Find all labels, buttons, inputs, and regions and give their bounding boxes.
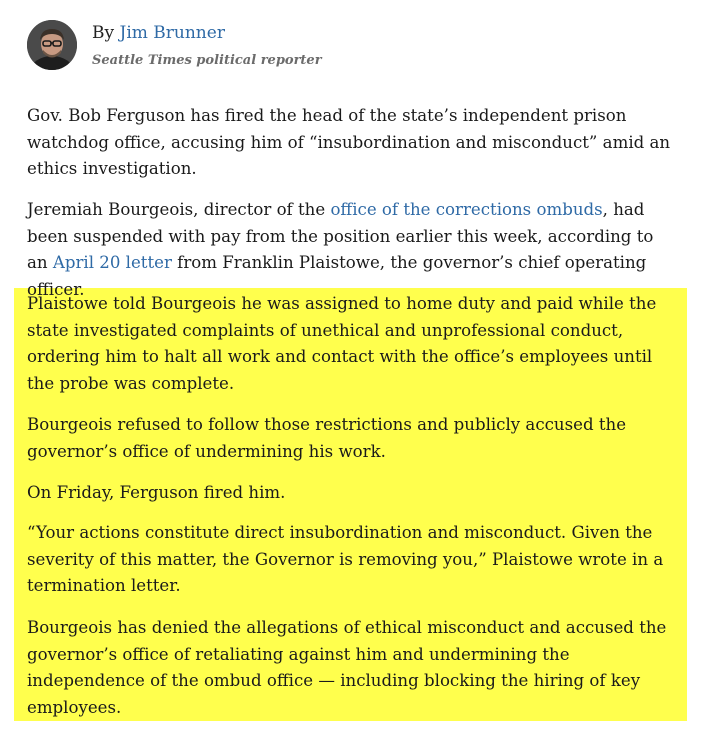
paragraph-4: Bourgeois refused to follow those restrictions and publicly accused the governor’s office of undermining his work. — [27, 415, 627, 461]
author-role: Seattle Times political reporter — [92, 53, 322, 68]
corrections-ombuds-link[interactable]: office of the corrections ombuds — [330, 200, 603, 219]
paragraph-2-text-b: , had been suspended with pay from the position earlier this week, according to an — [27, 200, 654, 272]
paragraph-7: Bourgeois has denied the allegations of ethical misconduct and accused the governor’s office of retaliating against him and undermining the independence of the ombud office — including blocking the hiring of key employees. — [27, 618, 667, 717]
paragraph-3: Plaistowe told Bourgeois he was assigned to home duty and paid while the state investigated complaints of unethical and unprofessional conduct, ordering him to halt all work and contact with the office’s employees until the probe was complete. — [27, 294, 657, 393]
paragraph-2-text-a: Jeremiah Bourgeois, director of the — [27, 200, 331, 219]
byline-prefix: By — [92, 23, 120, 43]
paragraph-2-text-c: from Franklin Plaistowe, the governor’s chief operating officer. — [27, 253, 647, 299]
author-link[interactable]: Jim Brunner — [119, 23, 225, 43]
byline-text — [92, 23, 225, 43]
paragraph-1: Gov. Bob Ferguson has fired the head of the state’s independent prison watchdog office, accusing him of “insubordination and misconduct” amid an ethics investigation. — [27, 106, 671, 178]
april-20-letter-link[interactable]: April 20 letter — [52, 253, 172, 272]
byline — [27, 20, 687, 72]
author-avatar[interactable] — [27, 20, 77, 70]
paragraph-5: On Friday, Ferguson fired him. — [27, 483, 286, 502]
paragraph-6: “Your actions constitute direct insubordination and misconduct. Given the severity of this matter, the Governor is removing you,” Plaistowe wrote in a termination letter. — [27, 523, 664, 595]
paragraph-2 — [27, 197, 677, 303]
